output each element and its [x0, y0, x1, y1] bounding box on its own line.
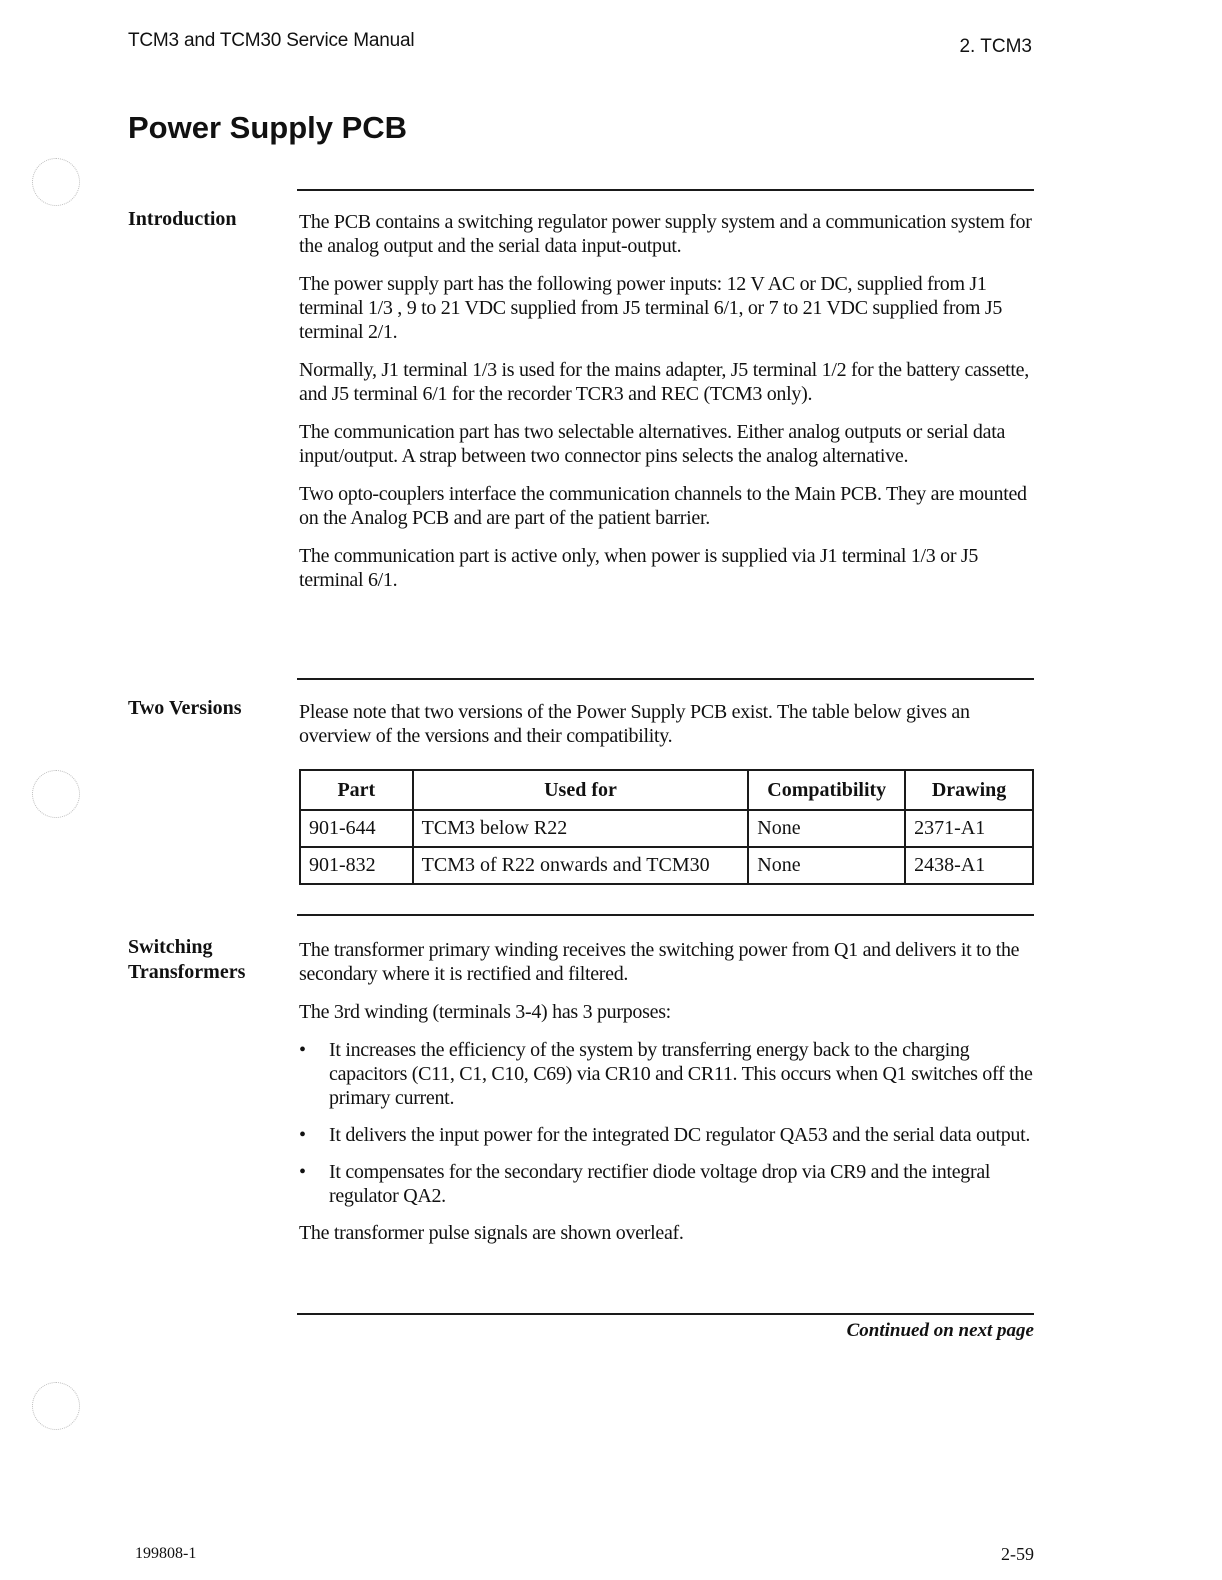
list-item-text: It delivers the input power for the integrated DC regulator QA53 and the serial data output.	[329, 1124, 1031, 1146]
section-rule-switching	[297, 914, 1034, 916]
cell-drawing: 2371-A1	[905, 810, 1033, 847]
switching-paragraph: The transformer primary winding receives the switching power from Q1 and delivers it to the secondary where it is rectified and filtered.	[299, 939, 1020, 985]
versions-table	[299, 769, 1034, 885]
punch-hole-bottom	[32, 1382, 80, 1430]
column-header-compatibility: Compatibility	[748, 770, 905, 810]
list-item-text: It increases the efficiency of the system by transferring energy back to the charging capacitors (C11, C1, C10, C69) via CR10 and CR11. This occurs when Q1 switches off the primary current.	[329, 1039, 1033, 1109]
cell-part: 901-832	[300, 847, 413, 884]
section-rule-introduction	[297, 189, 1034, 191]
footer-doc-number: 199808-1	[135, 1545, 197, 1562]
continued-note: Continued on next page	[846, 1320, 1034, 1341]
footer-page-number: 2-59	[1001, 1544, 1034, 1564]
page-title: Power Supply PCB	[128, 110, 408, 145]
switching-body	[299, 938, 1034, 1259]
switching-paragraph: The transformer pulse signals are shown overleaf.	[299, 1222, 684, 1244]
switching-paragraph: The 3rd winding (terminals 3-4) has 3 purposes:	[299, 1001, 671, 1023]
intro-paragraph: Two opto-couplers interface the communication channels to the Main PCB. They are mounted on the Analog PCB and are part of the patient barrier.	[299, 483, 1027, 529]
list-item	[299, 1160, 1034, 1208]
label-line: Switching	[128, 936, 213, 958]
bullet-icon: •	[299, 1161, 306, 1183]
punch-hole-middle	[32, 770, 80, 818]
punch-hole-top	[32, 158, 80, 206]
label-line: Transformers	[128, 961, 246, 983]
section-label-two-versions: Two Versions	[128, 697, 242, 719]
bullet-icon: •	[299, 1039, 306, 1061]
header-chapter: 2. TCM3	[959, 36, 1032, 57]
bullet-icon: •	[299, 1124, 306, 1146]
section-rule-two-versions	[297, 678, 1034, 680]
cell-used-for: TCM3 of R22 onwards and TCM30	[413, 847, 749, 884]
cell-compatibility: None	[748, 847, 905, 884]
intro-paragraph: The communication part is active only, when power is supplied via J1 terminal 1/3 or J5 terminal 6/1.	[299, 545, 979, 591]
table-row	[300, 847, 1033, 884]
two-versions-paragraph: Please note that two versions of the Power Supply PCB exist. The table below gives an overview of the versions and their compatibility.	[299, 701, 970, 747]
section-label-switching-transformers	[128, 935, 245, 985]
column-header-used-for: Used for	[413, 770, 749, 810]
header-manual-title: TCM3 and TCM30 Service Manual	[128, 30, 415, 51]
table-row	[300, 810, 1033, 847]
list-item-text: It compensates for the secondary rectifier diode voltage drop via CR9 and the integral regulator QA2.	[329, 1161, 991, 1207]
list-item	[299, 1038, 1034, 1110]
cell-part: 901-644	[300, 810, 413, 847]
cell-drawing: 2438-A1	[905, 847, 1033, 884]
cell-used-for: TCM3 below R22	[413, 810, 749, 847]
column-header-drawing: Drawing	[905, 770, 1033, 810]
introduction-body	[299, 210, 1034, 606]
intro-paragraph: The PCB contains a switching regulator power supply system and a communication system for the analog output and the serial data input-output.	[299, 211, 1032, 257]
two-versions-body	[299, 700, 1034, 762]
section-label-introduction: Introduction	[128, 208, 237, 230]
purpose-list	[299, 1038, 1034, 1208]
intro-paragraph: The communication part has two selectable alternatives. Either analog outputs or serial data input/output. A strap between two connector pins selects the analog alternative.	[299, 421, 1006, 467]
intro-paragraph: Normally, J1 terminal 1/3 is used for the mains adapter, J5 terminal 1/2 for the battery cassette, and J5 terminal 6/1 for the recorder TCR3 and REC (TCM3 only).	[299, 359, 1029, 405]
intro-paragraph: The power supply part has the following power inputs: 12 V AC or DC, supplied from J1 terminal 1/3 , 9 to 21 VDC supplied from J5 terminal 6/1, or 7 to 21 VDC supplied from J5 terminal 2/1.	[299, 273, 1003, 343]
list-item	[299, 1123, 1034, 1147]
cell-compatibility: None	[748, 810, 905, 847]
column-header-part: Part	[300, 770, 413, 810]
table-header-row	[300, 770, 1033, 810]
section-rule-bottom	[297, 1313, 1034, 1315]
